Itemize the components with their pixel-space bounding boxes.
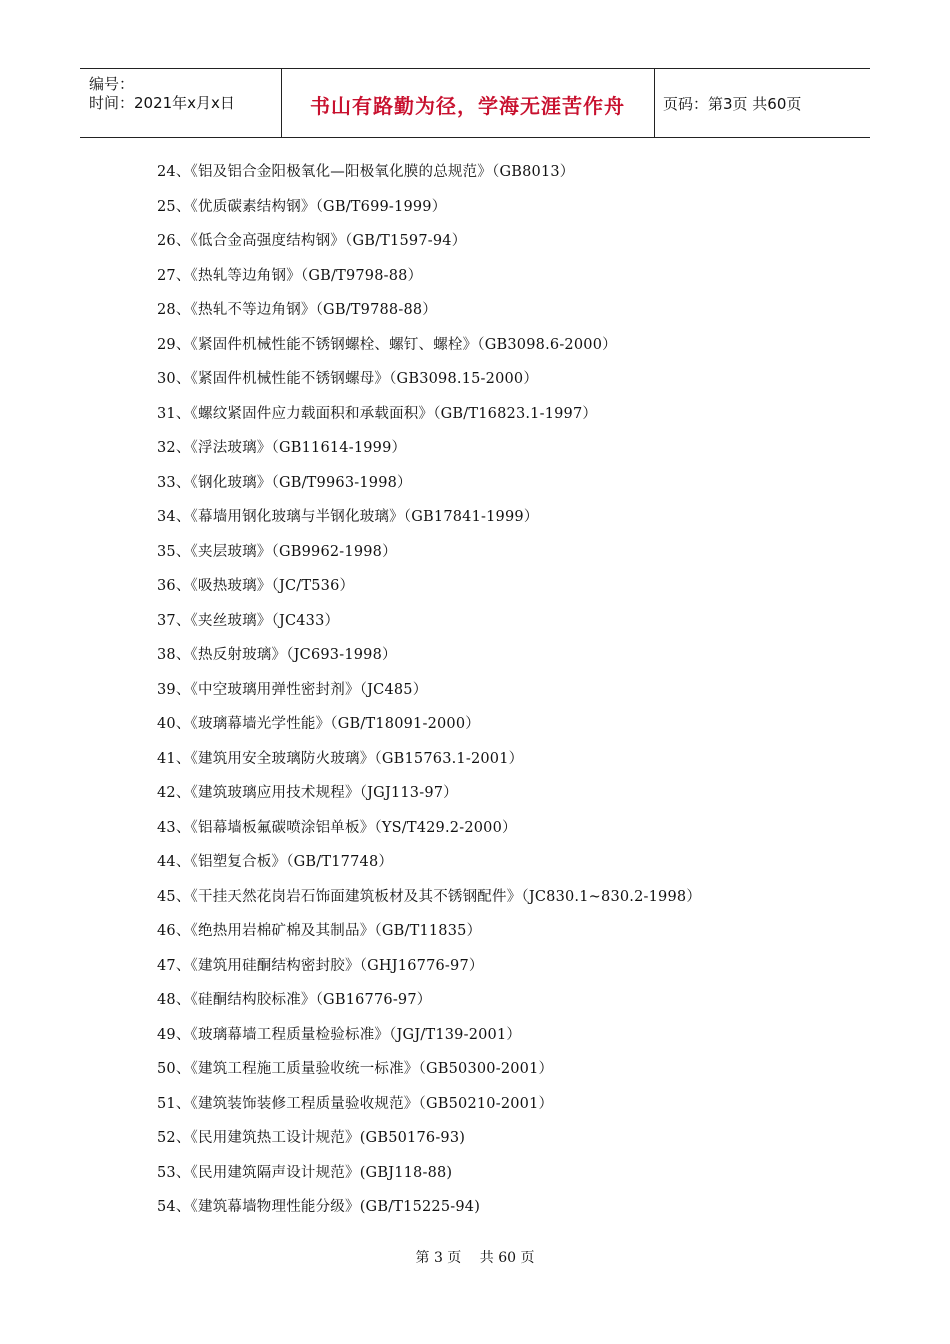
list-item: 36、《吸热玻璃》（JC/T536） [157,578,355,594]
list-item: 46、《绝热用岩棉矿棉及其制品》（GB/T11835） [157,923,482,939]
list-item: 43、《铝幕墙板氟碳喷涂铝单板》（YS/T429.2-2000） [157,819,517,836]
header-motto: 书山有路勤为径，学海无涯苦作舟 [310,94,625,118]
list-item: 52、《民用建筑热工设计规范》(GB50176-93) [157,1130,466,1146]
list-item: 34、《幕墙用钢化玻璃与半钢化玻璃》（GB17841-1999） [157,509,539,525]
footer-page-total: 共 60 页 [479,1250,535,1266]
header-page-code: 页码：第3页 共60页 [663,95,802,113]
list-item: 25、《优质碳素结构钢》（GB/T699-1999） [157,198,447,215]
list-item: 44、《铝塑复合板》（GB/T17748） [157,854,394,870]
list-item: 45、《干挂天然花岗岩石饰面建筑板材及其不锈钢配件》（JC830.1~830.2-1998） [157,888,702,905]
header-meta-cell [80,69,282,137]
list-item: 33、《钢化玻璃》（GB/T9963-1998） [157,474,412,491]
list-item: 48、《硅酮结构胶标准》（GB16776-97） [157,992,432,1008]
document-number-label: 编号： [89,75,135,93]
list-item: 42、《建筑玻璃应用技术规程》（JGJ113-97） [157,785,458,801]
page-header [80,68,870,138]
list-item: 40、《玻璃幕墙光学性能》（GB/T18091-2000） [157,716,480,732]
list-item: 26、《低合金高强度结构钢》（GB/T1597-94） [157,233,467,249]
list-item: 35、《夹层玻璃》（GB9962-1998） [157,543,397,560]
document-time-label: 时间：2021年x月x日 [89,94,235,112]
list-item: 47、《建筑用硅酮结构密封胶》（GHJ16776-97） [157,957,484,974]
list-item: 41、《建筑用安全玻璃防火玻璃》（GB15763.1-2001） [157,750,524,767]
list-item: 53、《民用建筑隔声设计规范》(GBJ118-88) [157,1164,453,1181]
list-item: 24、《铝及铝合金阳极氧化—阳极氧化膜的总规范》（GB8013） [157,164,575,180]
list-item: 54、《建筑幕墙物理性能分级》(GB/T15225-94) [157,1199,481,1215]
list-item: 37、《夹丝玻璃》（JC433） [157,612,340,629]
list-item: 28、《热轧不等边角钢》（GB/T9788-88） [157,302,437,318]
header-page-cell [655,69,870,137]
list-item: 27、《热轧等边角钢》（GB/T9798-88） [157,267,423,284]
list-item: 30、《紧固件机械性能不锈钢螺母》（GB3098.15-2000） [157,371,539,387]
list-item: 50、《建筑工程施工质量验收统一标准》（GB50300-2001） [157,1061,554,1077]
footer-page-number: 第 3 页 [415,1250,462,1266]
list-item: 32、《浮法玻璃》（GB11614-1999） [157,440,407,456]
list-item: 31、《螺纹紧固件应力载面积和承载面积》（GB/T16823.1-1997） [157,405,598,422]
list-item: 51、《建筑装饰装修工程质量验收规范》（GB50210-2001） [157,1095,554,1112]
list-item: 39、《中空玻璃用弹性密封剂》（JC485） [157,681,428,698]
page-footer [0,1247,950,1267]
standards-list [157,160,701,1230]
header-motto-cell [281,69,655,137]
list-item: 49、《玻璃幕墙工程质量检验标准》（JGJ/T139-2001） [157,1026,522,1043]
list-item: 38、《热反射玻璃》（JC693-1998） [157,647,397,663]
list-item: 29、《紧固件机械性能不锈钢螺栓、螺钉、螺栓》（GB3098.6-2000） [157,336,617,353]
